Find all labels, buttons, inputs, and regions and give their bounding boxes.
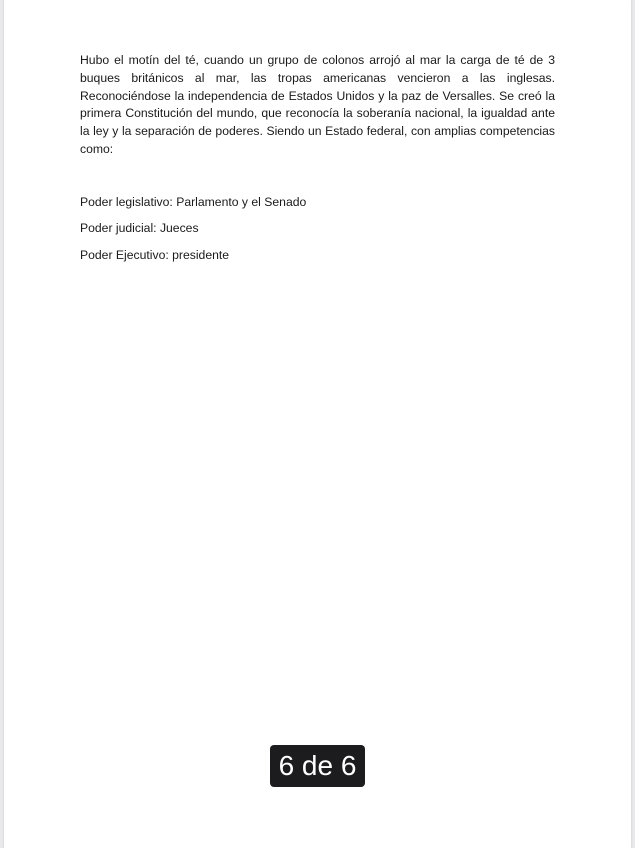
page-content — [80, 52, 555, 273]
powers-list — [80, 194, 555, 264]
body-paragraph: Hubo el motín del té, cuando un grupo de colonos arrojó al mar la carga de té de 3 buques británicos al mar, las tropas americanas vencieron a las inglesas. Reconociéndose la independencia de Estados Unidos y la paz de Versalles. Se creó la primera Constitución del mundo, que reconocía la soberanía nacional, la igualdad ante la ley y la separación de poderes. Siendo un Estado federal, con amplias competencias como: — [80, 53, 555, 156]
document-page — [4, 0, 631, 848]
power-executive: Poder Ejecutivo: presidente — [80, 247, 230, 262]
power-judicial: Poder judicial: Jueces — [80, 221, 199, 236]
page-indicator-badge: 6 de 6 — [270, 745, 365, 787]
power-legislative: Poder legislativo: Parlamento y el Senado — [80, 194, 307, 209]
